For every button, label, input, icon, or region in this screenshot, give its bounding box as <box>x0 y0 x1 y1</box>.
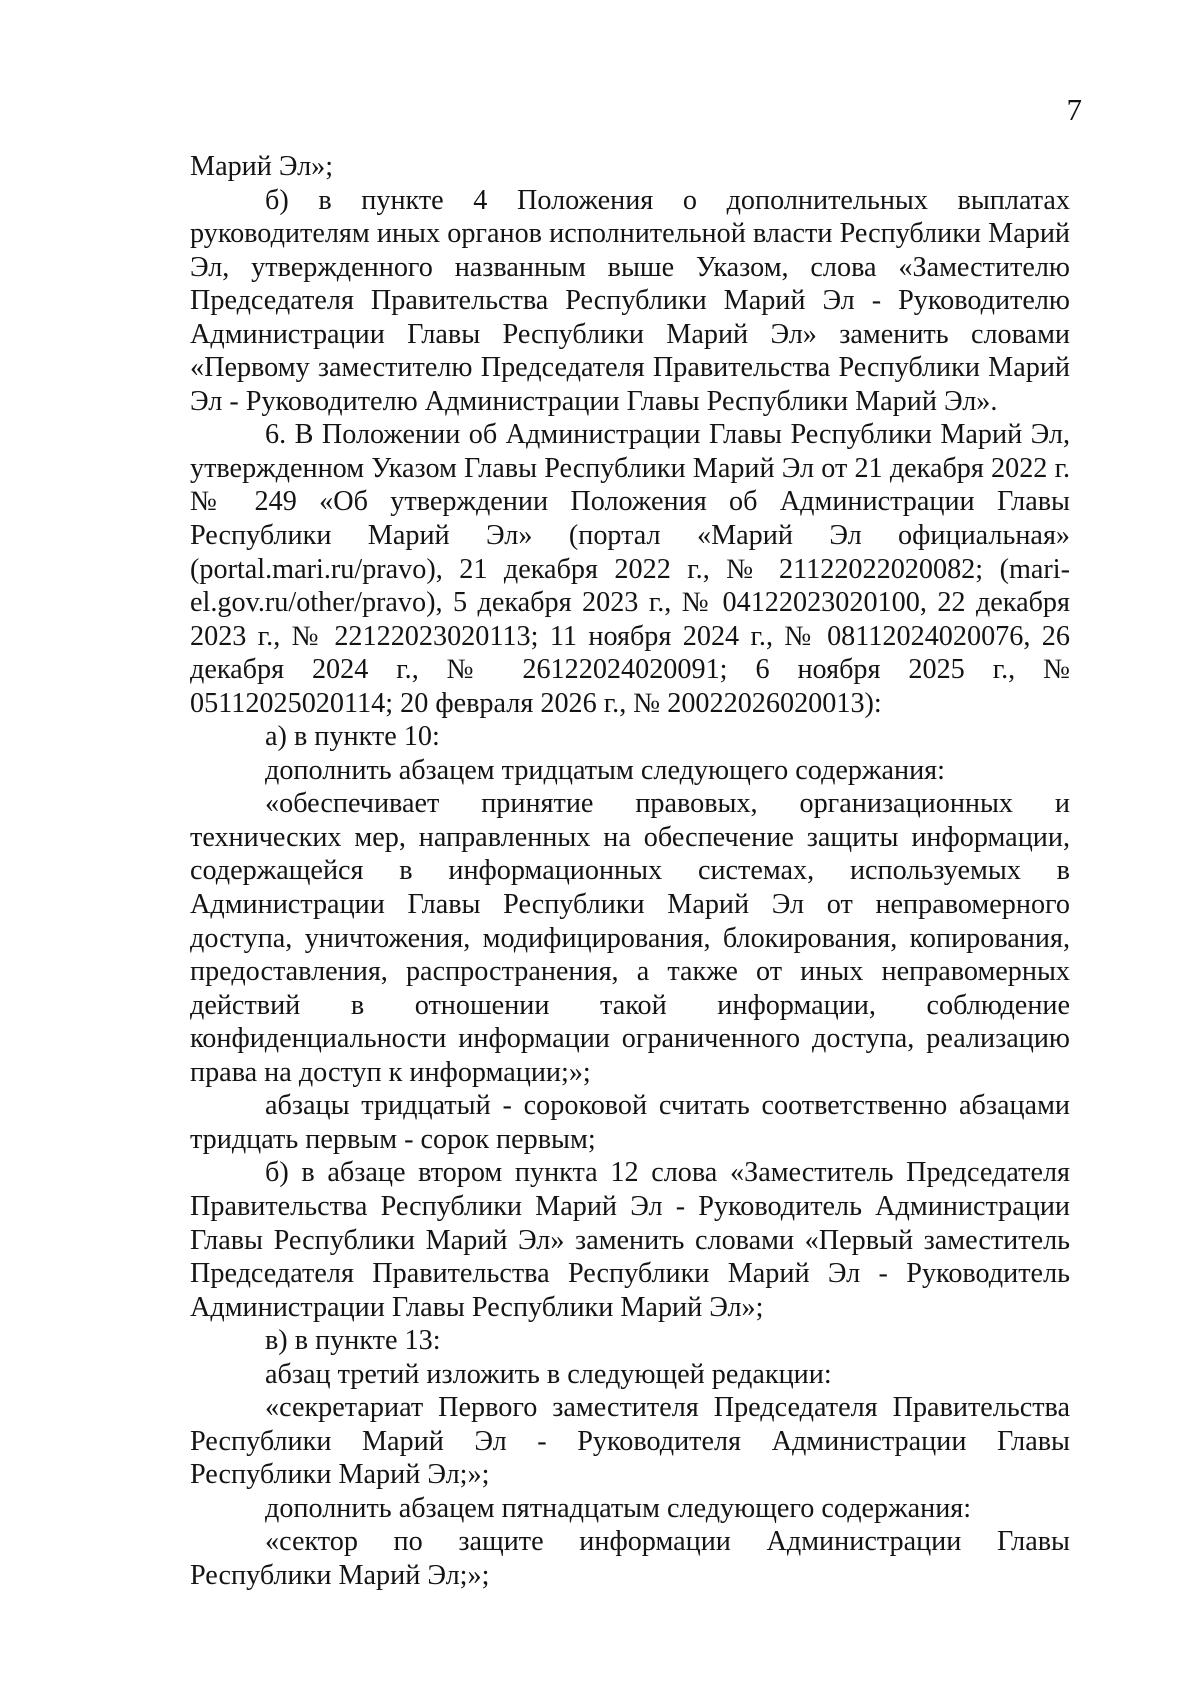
paragraph-item-b-point-12: б) в абзаце втором пункта 12 слова «Заместитель Председателя Правительства Республики Марий Эл - Руководитель Администрации Главы Республики Марий Эл» заменить словами «Первый заместитель Председателя Правительства Республики Марий Эл - Руководитель Администрации Главы Республики Марий Эл»; <box>190 1157 1070 1323</box>
paragraph-renumber: абзацы тридцатый - сороковой считать соответственно абзацами тридцать первым - сорок первым; <box>190 1090 1070 1155</box>
paragraph-quoted-sector: «сектор по защите информации Администрации Главы Республики Марий Эл;»; <box>190 1526 1070 1591</box>
paragraph-item-a-point-10: а) в пункте 10: <box>265 721 440 753</box>
document-body <box>190 150 1070 1593</box>
paragraph-add-fifteenth: дополнить абзацем пятнадцатым следующего содержания: <box>265 1492 972 1524</box>
paragraph-add-thirtieth: дополнить абзацем тридцатым следующего содержания: <box>265 754 945 786</box>
paragraph-item-6-administration: 6. В Положении об Администрации Главы Республики Марий Эл, утвержденном Указом Главы Республики Марий Эл от 21 декабря 2022 г. № 249 «Об утверждении Положения об Администрации Главы Республики Марий Эл» (портал «Марий Эл официальная» (portal.mari.ru/pravo), 21 декабря 2022 г., № 21122022020082; (mari-el.gov.ru/other/pravo), 5 декабря 2023 г., № 04122023020100, 22 декабря 2023 г., № 22122023020113; 11 ноября 2024 г., № 08112024020076, 26 декабря 2024 г., № 26122024020091; 6 ноября 2025 г., № 05112025020114; 20 февраля 2026 г., № 20022026020013): <box>190 419 1070 719</box>
paragraph-third-abzats: абзац третий изложить в следующей редакции: <box>265 1358 832 1390</box>
paragraph-item-b-payments: б) в пункте 4 Положения о дополнительных выплатах руководителям иных органов исполнительной власти Республики Марий Эл, утвержденного названным выше Указом, слова «Заместителю Председателя Правительства Республики Марий Эл - Руководителю Администрации Главы Республики Марий Эл» заменить словами «Первому заместителю Председателя Правительства Республики Марий Эл - Руководителю Администрации Главы Республики Марий Эл». <box>190 184 1070 417</box>
paragraph-quoted-secretariat: «секретариат Первого заместителя Председателя Правительства Республики Марий Эл - Руководителя Администрации Главы Республики Марий Эл;»; <box>190 1392 1070 1491</box>
paragraph-quoted-security: «обеспечивает принятие правовых, организационных и технических мер, направленных на обеспечение защиты информации, содержащейся в информационных системах, используемых в Администрации Главы Республики Марий Эл от неправомерного доступа, уничтожения, модифицирования, блокирования, копирования, предоставления, распространения, а также от иных неправомерных действий в отношении такой информации, соблюдение конфиденциальности информации ограниченного доступа, реализацию права на доступ к информации;»; <box>190 788 1070 1088</box>
paragraph-continuation: Марий Эл»; <box>190 151 334 182</box>
paragraph-item-v-point-13: в) в пункте 13: <box>265 1325 441 1357</box>
page-number: 7 <box>1066 92 1082 127</box>
